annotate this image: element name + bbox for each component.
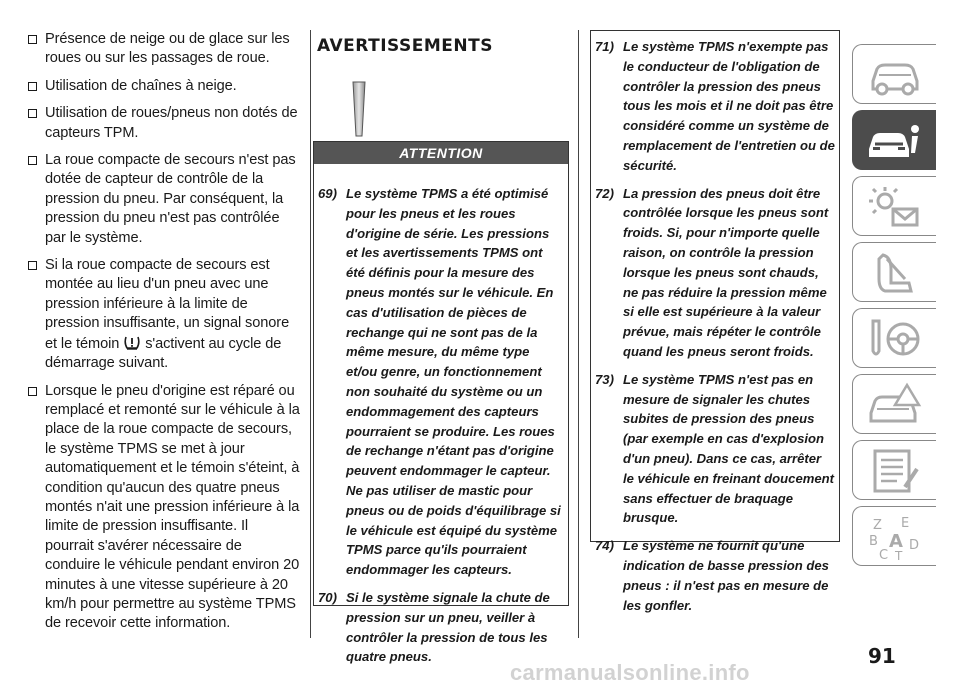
car-info-icon <box>865 117 925 165</box>
starting-driving-icon <box>865 315 925 363</box>
tab-maintenance[interactable] <box>852 440 936 500</box>
svg-text:B: B <box>869 534 878 549</box>
svg-text:T: T <box>895 549 903 561</box>
watermark: carmanualsonline.info <box>510 660 750 685</box>
column-divider <box>578 30 579 638</box>
svg-text:E: E <box>901 516 910 531</box>
left-column <box>28 30 300 642</box>
tab-seat-safety[interactable] <box>852 242 936 302</box>
car-overview-icon <box>865 51 925 99</box>
checkbox-bullet-icon <box>28 387 37 396</box>
section-title: AVERTISSEMENTS <box>317 36 493 56</box>
seat-safety-icon <box>865 249 925 297</box>
tab-warning-lights[interactable] <box>852 176 936 236</box>
list-item: La roue compacte de secours n'est pas dotée de capteur de contrôle de la pression du pneu. Par conséquent, la pression du pneu n'est pas contrôlée par le système. <box>28 151 300 248</box>
attention-header: ATTENTION <box>314 142 568 164</box>
list-item: 73) Le système TPMS n'est pas en mesure de signaler les chutes subites de pression des pneus (par exemple en cas d'explosion d'un pneu). Dans ce cas, arrêter le véhicule en freinant doucement sans effectuer de braquage brusque. <box>595 371 835 526</box>
svg-text:D: D <box>909 538 920 553</box>
checkbox-bullet-icon <box>28 261 37 270</box>
column-divider <box>310 30 311 638</box>
list-item: Lorsque le pneu d'origine est réparé ou remplacé et remonté sur le véhicule à la place de la roue compacte de secours, le système TPMS se met à jour automatiquement et le témoin s'éteint, à condition qu'aucun des quatre pneus montés n'ait une pression inférieure à la limite de pression insuffisante. Il pourrait s'avérer nécessaire de conduire le véhicule pendant environ 20 minutes à une vitesse supérieure à 20 km/h pour permettre au système TPMS de recevoir cette information. <box>28 382 300 634</box>
condition-list <box>28 30 300 634</box>
warnings-continued-box <box>590 30 840 613</box>
list-item: 72) La pression des pneus doit être contrôlée lorsque les pneus sont froids. Si, pour n'importe quelle raison, on contrôle la pression lorsque les pneus sont chauds, ne pas réduire la pression même si elle est supérieure à la valeur prévue, mais répéter le contrôle quand les pneus seront froids. <box>595 185 829 359</box>
list-item: Utilisation de chaînes à neige. <box>28 77 300 96</box>
list-item: 69) Le système TPMS a été optimisé pour les pneus et les roues d'origine de série. Les pressions et les avertissements TPMS ont été définis pour la mesure des pneus montés sur le véhicule. En cas d'utilisation de pièces de rechange qui ne sont pas de la même mesure, du même type et/ou genre, un fonctionnement non souhaité du système ou un endommagement des capteurs pourraient se produire. Les roues de rechange n'étant pas d'origine peuvent endommager le capteur. Ne pas utiliser de mastic pour pneus ou de poids d'équilibrage si le véhicule est équipé du système TPMS parce qu'ils pourraient endommager les capteurs. <box>318 186 561 578</box>
page-number: 91 <box>868 644 896 668</box>
warning-lights-message-icon <box>865 183 925 231</box>
tab-index[interactable] <box>852 506 936 566</box>
tab-car-overview[interactable] <box>852 44 936 104</box>
svg-text:A: A <box>889 531 903 552</box>
checkbox-bullet-icon <box>28 82 37 91</box>
warnings-column <box>313 28 569 56</box>
checkbox-bullet-icon <box>28 156 37 165</box>
checkbox-bullet-icon <box>28 35 37 44</box>
tire-pressure-warning-icon <box>123 334 141 351</box>
warning-notes <box>595 37 835 615</box>
list-item: Si la roue compacte de secours est montée au lieu d'un pneu avec une pression inférieure à la limite de pression insuffisante, un signal sonore et le témoin s'activent au cycle de démarrage suivant. <box>28 256 300 373</box>
checkbox-bullet-icon <box>28 109 37 118</box>
tab-starting-driving[interactable] <box>852 308 936 368</box>
list-item: 74) Le système ne fournit qu'une indication de basse pression des pneus : il n'est pas en mesure de les gonfler. <box>595 538 829 613</box>
tab-emergency[interactable] <box>852 374 936 434</box>
list-item: 71) Le système TPMS n'exempte pas le conducteur de l'obligation de contrôler la pression des pneus tous les mois et il ne doit pas être considéré comme un système de remplacement de l'entretien ou de sécurité. <box>595 39 835 173</box>
maintenance-list-icon <box>865 447 925 495</box>
attention-box <box>313 141 569 665</box>
list-item: 70) Si le système signale la chute de pression sur un pneu, veiller à contrôler la pression de tous les quatre pneus. <box>318 589 550 665</box>
tab-car-info[interactable] <box>852 110 936 170</box>
warning-notes <box>318 184 562 667</box>
list-item: Utilisation de roues/pneus non dotés de capteurs TPM. <box>28 104 300 143</box>
car-emergency-icon <box>865 381 925 429</box>
svg-text:Z: Z <box>873 518 882 533</box>
svg-text:C: C <box>879 548 889 561</box>
list-item: Présence de neige ou de glace sur les roues ou sur les passages de roue. <box>28 30 300 69</box>
alphabetical-index-icon <box>865 513 925 561</box>
